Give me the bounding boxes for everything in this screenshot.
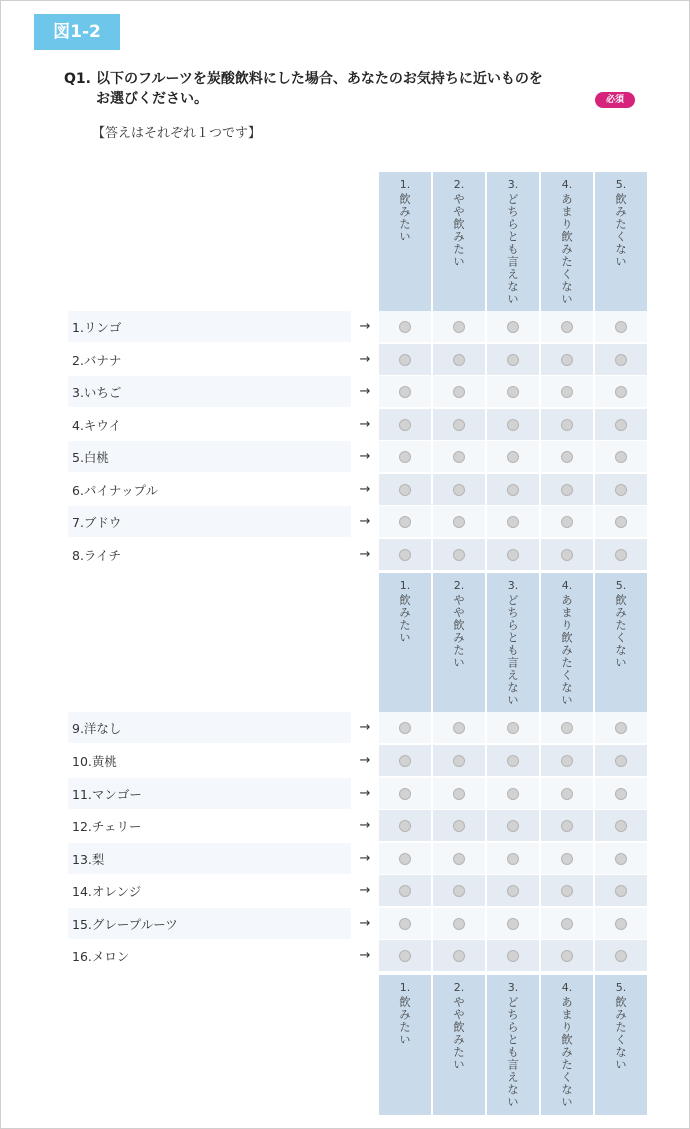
- item-label: 14.オレンジ: [68, 875, 351, 906]
- answer-cell[interactable]: [433, 778, 485, 809]
- arrow-icon: →: [351, 875, 379, 906]
- answer-cells: [379, 344, 650, 375]
- arrow-icon: →: [351, 810, 379, 841]
- radio-button[interactable]: [615, 853, 627, 865]
- scale-label: どちらとも言えない: [506, 996, 520, 1109]
- scale-header-3: [379, 975, 650, 1115]
- scale-label: 飲みたい: [398, 594, 412, 644]
- answer-cell[interactable]: [433, 745, 485, 776]
- radio-button[interactable]: [507, 516, 519, 528]
- answer-cell[interactable]: [379, 745, 431, 776]
- answer-cells: [379, 474, 650, 505]
- question-row: [68, 376, 650, 407]
- answer-cell[interactable]: [541, 778, 593, 809]
- radio-button[interactable]: [561, 950, 573, 962]
- arrow-icon: →: [351, 908, 379, 939]
- arrow-icon: →: [351, 506, 379, 537]
- radio-button[interactable]: [399, 918, 411, 930]
- scale-number: 3.: [507, 981, 519, 994]
- answer-cell[interactable]: [595, 441, 647, 472]
- answer-cell[interactable]: [487, 810, 539, 841]
- answer-cell[interactable]: [433, 875, 485, 906]
- radio-button[interactable]: [453, 820, 465, 832]
- answer-cell[interactable]: [487, 441, 539, 472]
- radio-button[interactable]: [453, 419, 465, 431]
- answer-cell[interactable]: [487, 745, 539, 776]
- scale-number: 4.: [561, 579, 573, 592]
- arrow-icon: →: [351, 539, 379, 570]
- answer-cell[interactable]: [541, 843, 593, 874]
- scale-column-header: [595, 975, 647, 1115]
- radio-button[interactable]: [399, 755, 411, 767]
- answer-cells: [379, 409, 650, 440]
- answer-cell[interactable]: [595, 843, 647, 874]
- scale-number: 5.: [615, 981, 627, 994]
- radio-button[interactable]: [615, 516, 627, 528]
- answer-cell[interactable]: [541, 712, 593, 743]
- question-row: [68, 344, 650, 375]
- answer-cell[interactable]: [595, 712, 647, 743]
- radio-button[interactable]: [561, 321, 573, 333]
- answer-cell[interactable]: [487, 712, 539, 743]
- radio-button[interactable]: [453, 354, 465, 366]
- radio-button[interactable]: [453, 853, 465, 865]
- answer-cells: [379, 376, 650, 407]
- radio-button[interactable]: [561, 853, 573, 865]
- answer-cells: [379, 875, 650, 906]
- radio-button[interactable]: [615, 950, 627, 962]
- radio-button[interactable]: [507, 722, 519, 734]
- radio-button[interactable]: [561, 386, 573, 398]
- answer-cell[interactable]: [595, 311, 647, 342]
- scale-column-header: [433, 573, 485, 713]
- question-row: [68, 712, 650, 743]
- radio-button[interactable]: [561, 451, 573, 463]
- scale-column-header: [487, 573, 539, 713]
- question-row: [68, 908, 650, 939]
- answer-cell[interactable]: [433, 908, 485, 939]
- answer-cell[interactable]: [541, 539, 593, 570]
- radio-button[interactable]: [561, 755, 573, 767]
- scale-number: 4.: [561, 178, 573, 191]
- radio-button[interactable]: [453, 722, 465, 734]
- radio-button[interactable]: [399, 722, 411, 734]
- answer-cell[interactable]: [541, 474, 593, 505]
- radio-button[interactable]: [507, 755, 519, 767]
- scale-number: 2.: [453, 178, 465, 191]
- radio-button[interactable]: [399, 950, 411, 962]
- answer-cell[interactable]: [541, 344, 593, 375]
- radio-button[interactable]: [399, 419, 411, 431]
- question-note: 【答えはそれぞれ１つです】: [92, 126, 262, 141]
- scale-label: 飲みたい: [398, 193, 412, 243]
- scale-number: 5.: [615, 579, 627, 592]
- radio-button[interactable]: [453, 386, 465, 398]
- scale-header-2: [379, 573, 650, 713]
- answer-cell[interactable]: [487, 311, 539, 342]
- radio-button[interactable]: [615, 918, 627, 930]
- radio-button[interactable]: [615, 788, 627, 800]
- radio-button[interactable]: [507, 549, 519, 561]
- question-row: [68, 409, 650, 440]
- question-row: [68, 843, 650, 874]
- answer-cell[interactable]: [379, 712, 431, 743]
- radio-button[interactable]: [399, 885, 411, 897]
- scale-column-header: [379, 573, 431, 713]
- scale-header-1: [379, 172, 650, 312]
- scale-column-header: [433, 975, 485, 1115]
- answer-cell[interactable]: [379, 843, 431, 874]
- radio-button[interactable]: [453, 321, 465, 333]
- answer-cells: [379, 908, 650, 939]
- arrow-icon: →: [351, 474, 379, 505]
- radio-button[interactable]: [507, 419, 519, 431]
- scale-column-header: [595, 172, 647, 312]
- question-text-line1: 以下のフルーツを炭酸飲料にした場合、あなたのお気持ちに近いものを: [96, 71, 543, 87]
- answer-cell[interactable]: [433, 344, 485, 375]
- answer-cells: [379, 745, 650, 776]
- item-label: 11.マンゴー: [68, 778, 351, 809]
- answer-cell[interactable]: [487, 474, 539, 505]
- item-label: 12.チェリー: [68, 810, 351, 841]
- radio-button[interactable]: [615, 755, 627, 767]
- arrow-icon: →: [351, 712, 379, 743]
- radio-button[interactable]: [453, 484, 465, 496]
- scale-label: やや飲みたい: [452, 193, 466, 268]
- arrow-icon: →: [351, 745, 379, 776]
- scale-label: やや飲みたい: [452, 594, 466, 669]
- answer-cell[interactable]: [541, 940, 593, 971]
- arrow-icon: →: [351, 441, 379, 472]
- answer-cell[interactable]: [433, 376, 485, 407]
- radio-button[interactable]: [615, 386, 627, 398]
- question-row: [68, 875, 650, 906]
- radio-button[interactable]: [615, 484, 627, 496]
- radio-button[interactable]: [561, 516, 573, 528]
- answer-cell[interactable]: [487, 843, 539, 874]
- radio-button[interactable]: [399, 788, 411, 800]
- answer-cell[interactable]: [379, 778, 431, 809]
- answer-cell[interactable]: [595, 409, 647, 440]
- radio-button[interactable]: [561, 354, 573, 366]
- answer-cell[interactable]: [379, 539, 431, 570]
- answer-cell[interactable]: [379, 940, 431, 971]
- item-label: 1.リンゴ: [68, 311, 351, 342]
- radio-button[interactable]: [453, 918, 465, 930]
- scale-column-header: [541, 573, 593, 713]
- radio-button[interactable]: [507, 885, 519, 897]
- item-label: 2.バナナ: [68, 344, 351, 375]
- scale-label: 飲みたくない: [614, 996, 628, 1071]
- answer-cell[interactable]: [595, 539, 647, 570]
- radio-button[interactable]: [561, 722, 573, 734]
- scale-label: どちらとも言えない: [506, 193, 520, 306]
- answer-cell[interactable]: [379, 344, 431, 375]
- answer-cell[interactable]: [541, 810, 593, 841]
- answer-cell[interactable]: [379, 376, 431, 407]
- answer-cell[interactable]: [433, 539, 485, 570]
- radio-button[interactable]: [399, 321, 411, 333]
- scale-column-header: [487, 975, 539, 1115]
- radio-button[interactable]: [399, 549, 411, 561]
- answer-cell[interactable]: [379, 908, 431, 939]
- answer-cell[interactable]: [379, 409, 431, 440]
- question-row: [68, 778, 650, 809]
- radio-button[interactable]: [561, 918, 573, 930]
- arrow-icon: →: [351, 778, 379, 809]
- question-row: [68, 940, 650, 971]
- scale-column-header: [433, 172, 485, 312]
- answer-cell[interactable]: [433, 311, 485, 342]
- radio-button[interactable]: [507, 853, 519, 865]
- scale-number: 1.: [399, 178, 411, 191]
- radio-button[interactable]: [453, 950, 465, 962]
- item-label: 8.ライチ: [68, 539, 351, 570]
- question-row: [68, 311, 650, 342]
- radio-button[interactable]: [507, 451, 519, 463]
- answer-cell[interactable]: [541, 908, 593, 939]
- answer-cell[interactable]: [541, 311, 593, 342]
- arrow-icon: →: [351, 843, 379, 874]
- question-number: Q1.: [64, 71, 91, 87]
- answer-cell[interactable]: [541, 745, 593, 776]
- arrow-icon: →: [351, 940, 379, 971]
- radio-button[interactable]: [615, 722, 627, 734]
- answer-cell[interactable]: [595, 908, 647, 939]
- answer-cell[interactable]: [379, 311, 431, 342]
- question-row: [68, 441, 650, 472]
- radio-button[interactable]: [615, 549, 627, 561]
- answer-cell[interactable]: [379, 441, 431, 472]
- item-label: 3.いちご: [68, 376, 351, 407]
- answer-cell[interactable]: [595, 810, 647, 841]
- answer-cell[interactable]: [541, 441, 593, 472]
- scale-column-header: [541, 172, 593, 312]
- answer-cells: [379, 539, 650, 570]
- radio-button[interactable]: [561, 788, 573, 800]
- item-label: 10.黄桃: [68, 745, 351, 776]
- answer-cell[interactable]: [379, 875, 431, 906]
- answer-cells: [379, 778, 650, 809]
- radio-button[interactable]: [453, 788, 465, 800]
- radio-button[interactable]: [615, 321, 627, 333]
- scale-label: あまり飲みたくない: [560, 996, 574, 1109]
- item-label: 15.グレープルーツ: [68, 908, 351, 939]
- radio-button[interactable]: [507, 918, 519, 930]
- scale-label: やや飲みたい: [452, 996, 466, 1071]
- radio-button[interactable]: [561, 484, 573, 496]
- answer-cell[interactable]: [487, 409, 539, 440]
- answer-cell[interactable]: [595, 778, 647, 809]
- radio-button[interactable]: [507, 386, 519, 398]
- scale-number: 1.: [399, 981, 411, 994]
- radio-button[interactable]: [399, 354, 411, 366]
- radio-button[interactable]: [399, 820, 411, 832]
- item-label: 9.洋なし: [68, 712, 351, 743]
- question-row: [68, 506, 650, 537]
- answer-cells: [379, 810, 650, 841]
- radio-button[interactable]: [507, 354, 519, 366]
- question-row: [68, 539, 650, 570]
- answer-cell[interactable]: [487, 908, 539, 939]
- answer-cell[interactable]: [487, 539, 539, 570]
- scale-number: 2.: [453, 579, 465, 592]
- answer-cell[interactable]: [595, 344, 647, 375]
- answer-cell[interactable]: [595, 745, 647, 776]
- scale-label: 飲みたい: [398, 996, 412, 1046]
- answer-cells: [379, 712, 650, 743]
- item-label: 13.梨: [68, 843, 351, 874]
- radio-button[interactable]: [507, 321, 519, 333]
- answer-cell[interactable]: [487, 875, 539, 906]
- radio-button[interactable]: [561, 419, 573, 431]
- scale-label: どちらとも言えない: [506, 594, 520, 707]
- radio-button[interactable]: [507, 950, 519, 962]
- item-label: 16.メロン: [68, 940, 351, 971]
- answer-cell[interactable]: [487, 344, 539, 375]
- answer-cell[interactable]: [433, 712, 485, 743]
- arrow-icon: →: [351, 311, 379, 342]
- scale-number: 5.: [615, 178, 627, 191]
- answer-cell[interactable]: [433, 409, 485, 440]
- scale-label: あまり飲みたくない: [560, 594, 574, 707]
- scale-number: 1.: [399, 579, 411, 592]
- answer-cell[interactable]: [433, 474, 485, 505]
- answer-cell[interactable]: [433, 810, 485, 841]
- scale-number: 3.: [507, 178, 519, 191]
- answer-cell[interactable]: [433, 506, 485, 537]
- answer-cell[interactable]: [541, 506, 593, 537]
- radio-button[interactable]: [615, 419, 627, 431]
- answer-cell[interactable]: [487, 376, 539, 407]
- answer-cell[interactable]: [541, 409, 593, 440]
- answer-cell[interactable]: [541, 376, 593, 407]
- radio-button[interactable]: [615, 451, 627, 463]
- figure-label: 図1-2: [34, 14, 120, 50]
- answer-cell[interactable]: [379, 506, 431, 537]
- radio-button[interactable]: [453, 755, 465, 767]
- item-label: 6.パイナップル: [68, 474, 351, 505]
- radio-button[interactable]: [615, 820, 627, 832]
- arrow-icon: →: [351, 376, 379, 407]
- answer-cells: [379, 506, 650, 537]
- answer-cell[interactable]: [541, 875, 593, 906]
- answer-cell[interactable]: [487, 506, 539, 537]
- item-label: 7.ブドウ: [68, 506, 351, 537]
- scale-column-header: [379, 975, 431, 1115]
- scale-column-header: [595, 573, 647, 713]
- question-row: [68, 810, 650, 841]
- answer-cell[interactable]: [487, 940, 539, 971]
- radio-button[interactable]: [615, 885, 627, 897]
- scale-number: 4.: [561, 981, 573, 994]
- answer-cell[interactable]: [433, 441, 485, 472]
- item-label: 4.キウイ: [68, 409, 351, 440]
- answer-cell[interactable]: [595, 506, 647, 537]
- item-label: 5.白桃: [68, 441, 351, 472]
- question-text-line2: お選びください。: [96, 91, 208, 107]
- question-row: [68, 474, 650, 505]
- question-row: [68, 745, 650, 776]
- answer-cell[interactable]: [379, 810, 431, 841]
- radio-button[interactable]: [399, 853, 411, 865]
- scale-label: あまり飲みたくない: [560, 193, 574, 306]
- answer-cell[interactable]: [595, 875, 647, 906]
- radio-button[interactable]: [615, 354, 627, 366]
- scale-label: 飲みたくない: [614, 193, 628, 268]
- radio-button[interactable]: [507, 788, 519, 800]
- question-title: [64, 69, 604, 109]
- answer-cell[interactable]: [379, 474, 431, 505]
- radio-button[interactable]: [399, 451, 411, 463]
- radio-button[interactable]: [399, 484, 411, 496]
- scale-column-header: [541, 975, 593, 1115]
- radio-button[interactable]: [507, 484, 519, 496]
- radio-button[interactable]: [561, 885, 573, 897]
- answer-cells: [379, 311, 650, 342]
- answer-cell[interactable]: [595, 940, 647, 971]
- radio-button[interactable]: [453, 885, 465, 897]
- arrow-icon: →: [351, 409, 379, 440]
- answer-cell[interactable]: [433, 843, 485, 874]
- radio-button[interactable]: [507, 820, 519, 832]
- radio-button[interactable]: [453, 451, 465, 463]
- scale-column-header: [487, 172, 539, 312]
- answer-cells: [379, 441, 650, 472]
- radio-button[interactable]: [453, 549, 465, 561]
- answer-cell[interactable]: [487, 778, 539, 809]
- scale-column-header: [379, 172, 431, 312]
- answer-cell[interactable]: [433, 940, 485, 971]
- radio-button[interactable]: [561, 549, 573, 561]
- radio-button[interactable]: [561, 820, 573, 832]
- answer-cells: [379, 940, 650, 971]
- scale-number: 3.: [507, 579, 519, 592]
- radio-button[interactable]: [399, 516, 411, 528]
- scale-label: 飲みたくない: [614, 594, 628, 669]
- radio-button[interactable]: [453, 516, 465, 528]
- answer-cells: [379, 843, 650, 874]
- required-badge: 必須: [595, 92, 635, 108]
- radio-button[interactable]: [399, 386, 411, 398]
- answer-cell[interactable]: [595, 474, 647, 505]
- scale-number: 2.: [453, 981, 465, 994]
- arrow-icon: →: [351, 344, 379, 375]
- answer-cell[interactable]: [595, 376, 647, 407]
